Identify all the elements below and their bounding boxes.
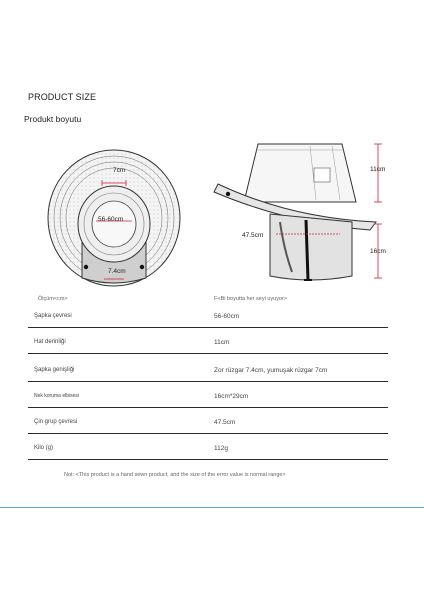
spec-value: Zor rüzgar 7.4cm, yumuşak rüzgar 7cm	[214, 367, 328, 374]
spec-row	[28, 334, 388, 354]
spec-label: Şapka çevresi	[34, 313, 72, 319]
row-divider	[28, 433, 388, 434]
spec-row	[28, 440, 388, 460]
spec-value: 11cm	[214, 339, 230, 346]
right-figure-caption: F<Bi boyutta her seyi uyuyor>	[214, 296, 288, 302]
row-divider	[28, 381, 388, 382]
spec-label: Nek koruma elbisesi	[34, 393, 80, 399]
spec-label: Kilo (g)	[34, 445, 54, 451]
row-divider	[28, 459, 388, 460]
hat-side-view-illustration	[210, 130, 395, 290]
crown-width-label: 7cm	[113, 167, 126, 174]
left-figure-caption: Ölçüm<cm>	[38, 296, 68, 302]
page-title: PRODUCT SIZE	[28, 92, 97, 102]
spec-value: 112g	[214, 445, 228, 452]
spec-value: 47.5cm	[214, 419, 236, 426]
tolerance-note: Not: <This product is a hand sewn product, and the size of the error value is normal range>	[64, 472, 286, 478]
spec-row	[28, 362, 388, 382]
page-subtitle: Produkt boyutu	[24, 114, 82, 124]
row-divider	[28, 407, 388, 408]
bottom-divider	[0, 507, 424, 508]
hat-height-label: 11cm	[370, 166, 386, 173]
row-divider	[28, 327, 388, 328]
brim-width-label: 7.4cm	[108, 268, 126, 275]
spec-value: 16cm*29cm	[214, 393, 249, 400]
spec-row	[28, 388, 388, 408]
neck-flap-height-label: 16cm	[370, 248, 386, 255]
spec-label: Şapka genişliği	[34, 367, 75, 373]
spec-value: 56-60cm	[214, 313, 240, 320]
spec-row	[28, 414, 388, 434]
row-divider	[28, 353, 388, 354]
spec-label: Hat derinliği	[34, 339, 66, 345]
chin-strap-circumference-label: 47.5cm	[242, 232, 264, 239]
spec-label: Çin grup çevresi	[34, 419, 78, 425]
spec-row	[28, 308, 388, 328]
inner-circumference-label: 56-60cm	[98, 216, 124, 223]
